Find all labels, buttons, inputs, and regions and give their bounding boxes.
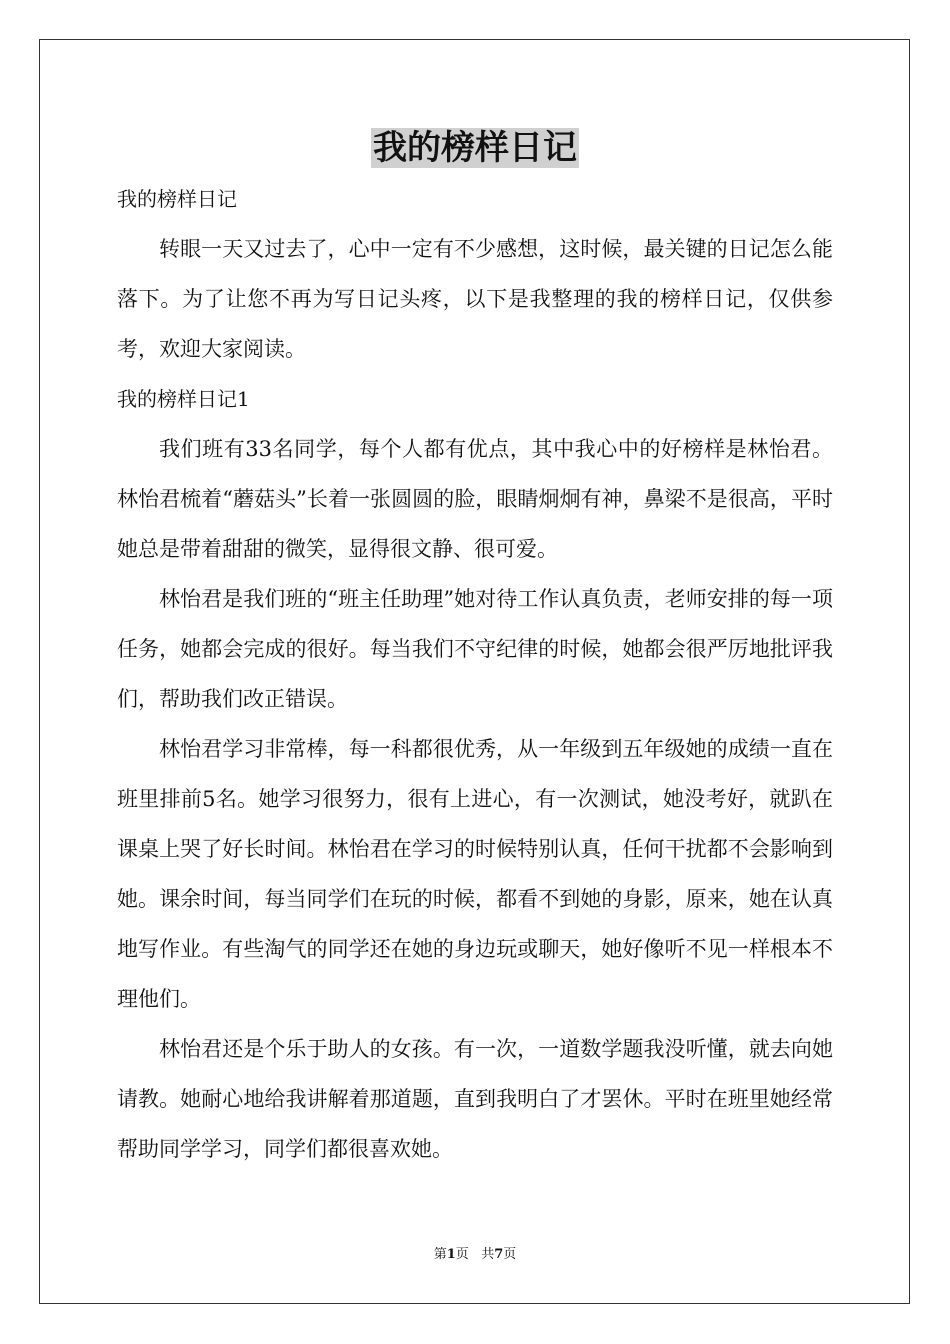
document-title: [0, 125, 950, 171]
page-current: 1: [446, 1247, 456, 1262]
section-heading: 我的榜样日记1: [117, 387, 250, 411]
section-heading: 我的榜样日记: [117, 187, 237, 211]
page-unit: 页: [455, 1247, 469, 1262]
total-prefix: 共: [481, 1247, 495, 1262]
body-paragraph: 林怡君还是个乐于助人的女孩。有一次，一道数学题我没听懂，就去向她请教。她耐心地给我讲解着那道题，直到我明白了才罢休。平时在班里她经常帮助同学学习，同学们都很喜欢她。: [117, 1037, 833, 1161]
body-paragraph: 我们班有33名同学，每个人都有优点，其中我心中的好榜样是林怡君。林怡君梳着“蘑菇头”长着一张圆圆的脸，眼睛炯炯有神，鼻梁不是很高，平时她总是带着甜甜的微笑，显得很文静、很可爱。: [117, 437, 833, 561]
total-unit: 页: [503, 1247, 517, 1262]
body-paragraph: 林怡君是我们班的“班主任助理”她对待工作认真负责，老师安排的每一项任务，她都会完成的很好。每当我们不守纪律的时候，她都会很严厉地批评我们，帮助我们改正错误。: [117, 587, 833, 711]
page-footer: [0, 1245, 950, 1265]
document-title-text: 我的榜样日记: [373, 128, 577, 168]
intro-paragraph: 转眼一天又过去了，心中一定有不少感想，这时候，最关键的日记怎么能落下。为了让您不再为写日记头疼，以下是我整理的我的榜样日记，仅供参考，欢迎大家阅读。: [117, 237, 833, 361]
body-paragraph: 林怡君学习非常棒，每一科都很优秀，从一年级到五年级她的成绩一直在班里排前5名。她学习很努力，很有上进心，有一次测试，她没考好，就趴在课桌上哭了好长时间。林怡君在学习的时候特别认真，任何干扰都不会影响到她。课余时间，每当同学们在玩的时候，都看不到她的身影，原来，她在认真地写作业。有些淘气的同学还在她的身边玩或聊天，她好像听不见一样根本不理他们。: [117, 737, 833, 1011]
page-prefix: 第: [433, 1247, 447, 1262]
page-total: 7: [494, 1247, 504, 1262]
document-body: [117, 174, 833, 1174]
